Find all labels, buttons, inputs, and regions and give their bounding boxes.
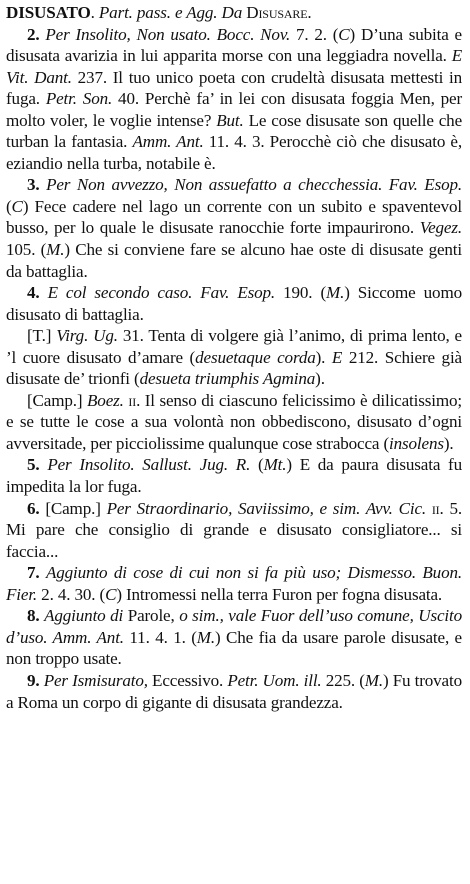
citation-or-gloss: Aggiunto di cose di cui non si fa più uso; Dismesso. Buon. Fier.: [6, 563, 462, 604]
definition-text: [Camp.]: [45, 498, 107, 518]
definition-text: 11. 4. 3. Perocchè ciò che disusato è, eziandio nella turba, notabile è.: [6, 132, 462, 173]
citation-or-gloss: Per Non avvezzo, Non assuefatto a checchessia. Fav. Esop.: [46, 175, 462, 195]
citation-or-gloss: E col secondo caso. Fav. Esop.: [47, 283, 276, 303]
citation-or-gloss: Per Insolito. Sallust. Jug. R.: [47, 455, 251, 475]
definition-text: . Il senso di ciascuno felicissimo è dilicatissimo; e se tutte le cose a sua volontà non obbediscono, disusato d’ogni avversitade, per picciolissime qualunque cose strabocca (: [6, 390, 462, 453]
citation-or-gloss: Aggiunto di: [44, 606, 124, 626]
citation-or-gloss: Per Insolito, Non usato. Bocc. Nov.: [45, 24, 291, 44]
definition-text: (: [6, 196, 12, 216]
definition-text: 225. (: [321, 670, 365, 690]
definition-text: ).: [315, 347, 332, 367]
sense-number: 2.: [27, 24, 46, 44]
citation-or-gloss: M.: [364, 670, 383, 690]
citation-or-gloss: Per Straordinario, Saviissimo, e sim. Avv. Cic.: [106, 498, 427, 518]
citation-or-gloss: M.: [46, 240, 65, 260]
citation-or-gloss: desuetaque corda: [195, 347, 316, 367]
entry-definition-1: [6, 2, 462, 24]
entry-sense-9: [6, 670, 462, 713]
citation-or-gloss: E: [331, 347, 343, 367]
sense-number: 4.: [27, 283, 48, 303]
definition-text: ).: [443, 433, 454, 453]
definition-text: 7. 2. (: [290, 24, 339, 44]
sense-number: 8.: [27, 606, 45, 626]
definition-text: Eccessivo.: [147, 670, 228, 690]
definition-text: ) E da paura disusata fu impedita la lor fuga.: [6, 455, 462, 497]
definition-text: ) Che fia da usare parole disusate, e non troppo usate.: [6, 627, 462, 669]
sense-number: 5.: [27, 455, 48, 475]
entry-sense-5: [6, 454, 462, 497]
entry-sense-3: [6, 174, 462, 282]
definition-text: . 5. Mi pare che consiglio di grande e disusato consigliatore... si faccia...: [6, 498, 462, 561]
definition-text: ) Siccome uomo disusato di battaglia.: [6, 283, 462, 324]
definition-text: 40. Perchè fa’ in lei con disusata foggia Men, per molto voler, le voglie intense?: [6, 89, 462, 130]
citation-or-gloss: Boez.: [87, 390, 124, 410]
definition-text: [Camp.]: [27, 390, 88, 410]
definition-text: 11. 4. 1. (: [123, 627, 197, 647]
citation-or-gloss: Vegez.: [419, 218, 462, 238]
definition-text: (: [250, 455, 264, 475]
definition-text: 237. Il tuo unico poeta con crudeltà disusata mettesti in fuga.: [6, 67, 462, 109]
definition-text: ii: [128, 390, 137, 410]
definition-text: Parole,: [123, 606, 180, 626]
citation-or-gloss: Petr. Uom. ill.: [227, 670, 322, 690]
citation-or-gloss: But.: [216, 110, 244, 130]
entry-sense-4-boezio-note: [6, 390, 462, 455]
definition-text: ) Fu trovato a Roma un corpo di gigante di disusata grandezza.: [6, 670, 462, 712]
definition-text: ).: [315, 369, 325, 389]
citation-or-gloss: M.: [326, 283, 345, 303]
definition-text: ii: [431, 498, 440, 518]
definition-text: Disusare: [246, 3, 308, 22]
definition-text: ) Intromessi nella terra Furon per fogna disusata.: [116, 584, 443, 604]
definition-text: [T.]: [27, 326, 57, 346]
citation-or-gloss: Per Ismisurato,: [43, 670, 148, 690]
definition-text: 105. (: [6, 240, 47, 260]
entry-sense-4: [6, 282, 462, 325]
entry-sense-2: [6, 24, 462, 175]
citation-or-gloss: C: [338, 24, 350, 44]
citation-or-gloss: Virg. Ug.: [56, 326, 118, 346]
citation-or-gloss: Mt.: [263, 455, 287, 475]
sense-number: 3.: [27, 175, 47, 195]
entry-sense-6: [6, 498, 462, 563]
definition-text: 190. (: [275, 283, 326, 303]
sense-number: DISUSATO: [6, 3, 91, 22]
citation-or-gloss: C: [11, 196, 23, 216]
definition-text: ) Che si conviene fare se alcuno hae oste di disusate genti da battaglia.: [6, 240, 463, 281]
entry-sense-8: [6, 605, 462, 670]
definition-text: .: [307, 3, 312, 22]
definition-text: .: [90, 3, 99, 22]
sense-number: 9.: [27, 670, 44, 690]
entry-sense-4-virgil-note: [6, 325, 462, 390]
dictionary-entry: [6, 2, 462, 713]
definition-text: ) D’una subita e disusata avarizia in lui apparita morse con una leggiadra novella.: [6, 24, 462, 66]
citation-or-gloss: Amm. Ant.: [132, 132, 204, 152]
sense-number: 7.: [27, 563, 46, 583]
definition-text: 31. Tenta di volgere già l’animo, di prima lento, e ’l cuore disusato d’amare (: [6, 326, 462, 367]
definition-text: Le cose disusate son quelle che turban la fantasia.: [6, 110, 463, 152]
citation-or-gloss: Petr. Son.: [45, 89, 113, 109]
citation-or-gloss: Part. pass. e Agg. Da: [98, 3, 247, 22]
citation-or-gloss: E Vit. Dant.: [6, 46, 462, 87]
citation-or-gloss: o sim., vale Fuor dell’uso comune, Uscito d’uso. Amm. Ant.: [6, 606, 462, 647]
citation-or-gloss: C: [105, 584, 117, 604]
definition-text: ) Fece cadere nel lago un corrente con un subito e spaventevol busso, per lo quale le disusate ranocchie forte impaurirono.: [6, 196, 462, 238]
definition-text: 212. Schiere già disusate de’ trionfi (: [6, 347, 462, 389]
sense-number: 6.: [27, 498, 46, 518]
citation-or-gloss: insolens: [389, 433, 444, 453]
entry-sense-7: [6, 562, 462, 605]
citation-or-gloss: M.: [196, 627, 215, 647]
citation-or-gloss: desueta triumphis Agmina: [139, 369, 316, 389]
definition-text: 2. 4. 30. (: [37, 584, 106, 604]
